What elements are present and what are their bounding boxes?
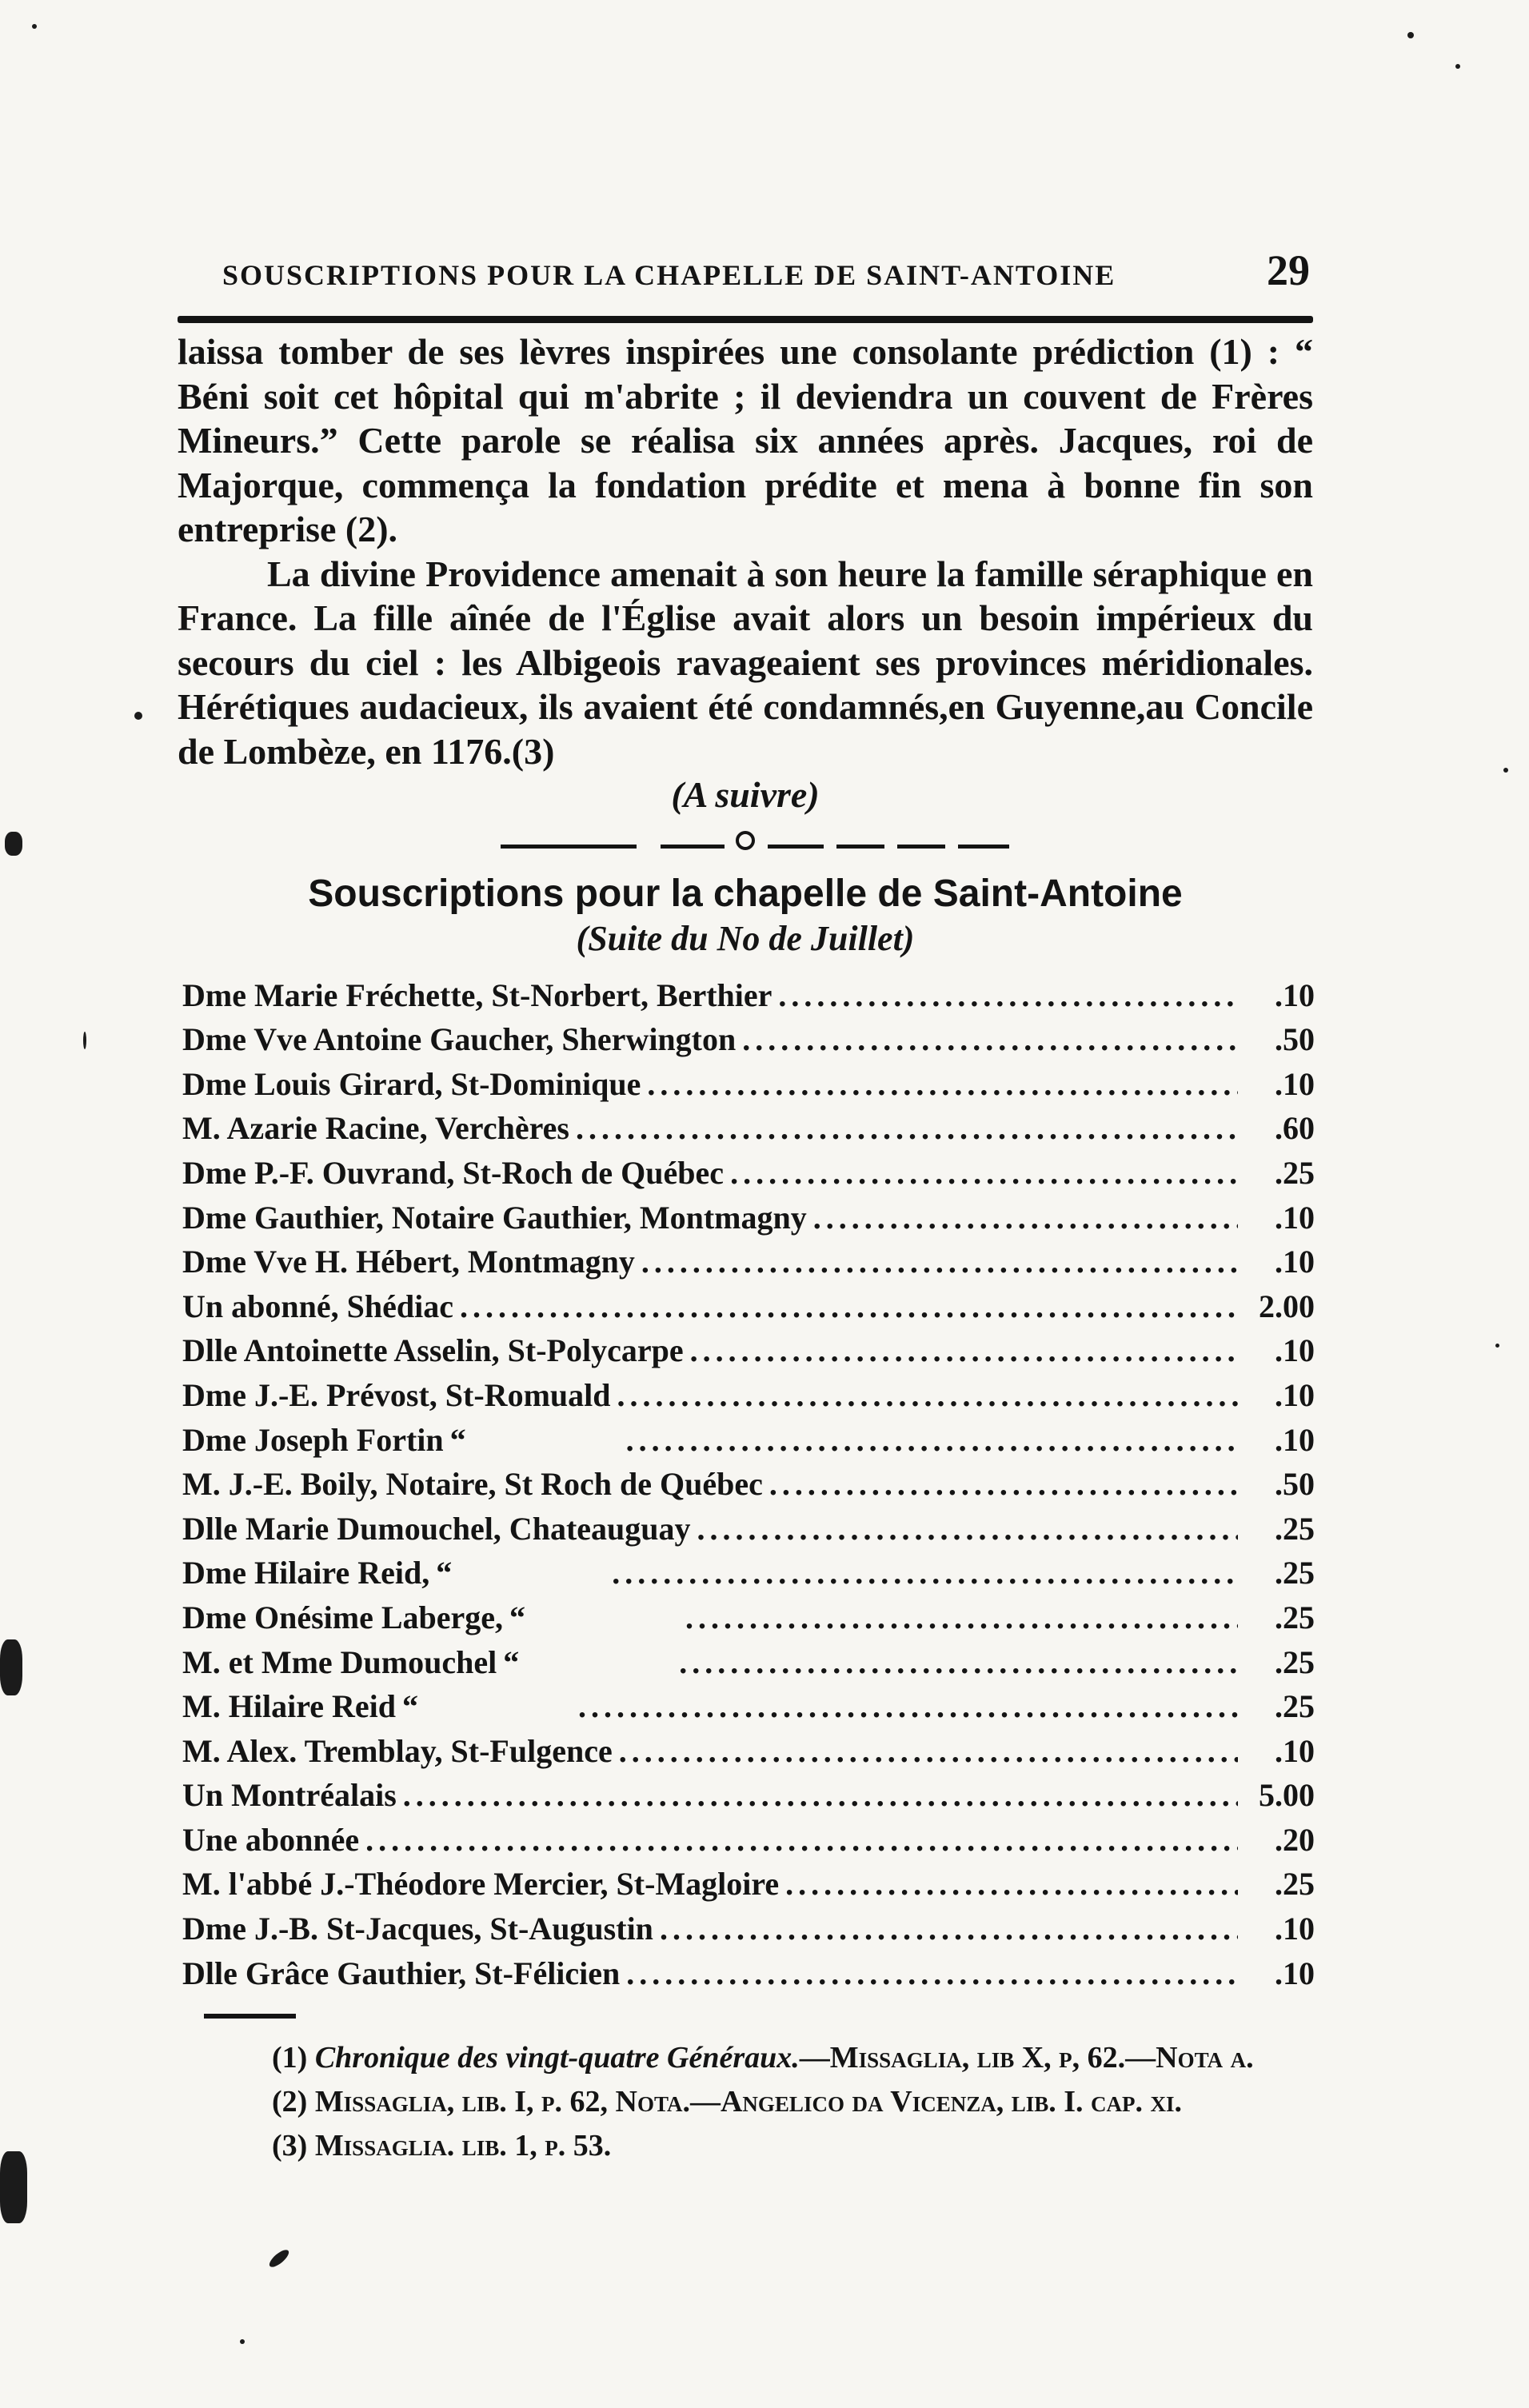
footnote-2 — [178, 2080, 1313, 2124]
subscriber-name: M. J.-E. Boily, Notaire, St Roch de Québec — [182, 1466, 763, 1503]
dot-leader — [617, 1376, 1239, 1414]
section-title: Souscriptions pour la chapelle de Saint-Antoine — [308, 873, 1183, 915]
subscription-row — [182, 1459, 1318, 1504]
running-head-rule — [178, 316, 1313, 323]
body-paragraph: La divine Providence amenait à son heure la famille séraphique en France. La fille aînée de l'Église avait alors un besoin impérieux du secours du ciel : les Albigeois ravageaient ses provinces méridionales. Hérétiques audacieux, ils avaient été condamnés,en Guyenne,au Concile de Lombèze, en 1176.(3) — [178, 553, 1313, 772]
subscription-amount: .10 — [1275, 1911, 1315, 1947]
subscription-row — [182, 1903, 1318, 1947]
subscription-amount: .10 — [1275, 1376, 1315, 1413]
dot-leader — [647, 1065, 1238, 1103]
subscription-amount: .10 — [1275, 1955, 1315, 1991]
subscription-row — [182, 1414, 1318, 1459]
subscription-row — [182, 1725, 1318, 1770]
dot-leader — [690, 1332, 1238, 1369]
subscription-row — [182, 1147, 1318, 1192]
subscription-amount: .10 — [1275, 1421, 1315, 1458]
subscriber-name: Dme Onésime Laberge, — [182, 1599, 504, 1635]
subscription-amount: .10 — [1275, 976, 1315, 1013]
subscription-row — [182, 1636, 1318, 1681]
scan-speck — [32, 24, 37, 29]
footnote-rule — [204, 2014, 296, 2019]
dot-leader — [641, 1243, 1238, 1280]
subscription-row — [182, 1014, 1318, 1059]
scan-speck — [1495, 1344, 1499, 1348]
subscriber-name: Dme Marie Fréchette, St-Norbert, Berthier — [182, 976, 772, 1013]
ditto-mark: “ — [509, 1599, 526, 1635]
running-head-title: SOUSCRIPTIONS POUR LA CHAPELLE DE SAINT-ANTOINE — [222, 259, 1116, 291]
subscriber-name: Dme Hilaire Reid, — [182, 1555, 430, 1591]
dot-leader — [742, 1020, 1238, 1058]
section-ornament-divider — [501, 830, 1009, 862]
footnote-3-mark: (3) — [272, 2129, 308, 2162]
subscriber-name: Un Montréalais — [182, 1777, 397, 1814]
dot-leader — [769, 1465, 1238, 1503]
dot-leader — [365, 1821, 1238, 1859]
ditto-mark: “ — [402, 1688, 418, 1725]
section-subtitle: (Suite du No de Juillet) — [576, 919, 915, 958]
subscription-row — [182, 1591, 1318, 1636]
subscription-amount: 2.00 — [1259, 1288, 1315, 1324]
subscriber-name: Dlle Grâce Gauthier, St-Félicien — [182, 1955, 621, 1991]
subscription-amount: .10 — [1275, 1199, 1315, 1236]
footnote-1 — [178, 2036, 1313, 2080]
subscription-row — [182, 1947, 1318, 1992]
subscription-amount: .50 — [1275, 1466, 1315, 1503]
subscription-row — [182, 1681, 1318, 1726]
subscription-amount: .10 — [1275, 1065, 1315, 1102]
subscriber-name: M. Alex. Tremblay, St-Fulgence — [182, 1732, 613, 1769]
subscriber-name: Un abonné, Shédiac — [182, 1288, 453, 1324]
subscriber-name: M. Hilaire Reid — [182, 1688, 396, 1725]
subscriber-name: Dme Joseph Fortin — [182, 1421, 444, 1458]
dot-leader — [778, 976, 1238, 1014]
subscriber-name: Dme J.-E. Prévost, St-Romuald — [182, 1376, 611, 1413]
scan-speck — [1503, 768, 1508, 773]
subscriber-name: Dlle Antoinette Asselin, St-Polycarpe — [182, 1332, 684, 1369]
footnotes — [178, 2036, 1313, 2168]
body-text — [178, 329, 1313, 773]
dot-leader — [460, 1288, 1238, 1325]
dot-leader — [730, 1154, 1238, 1192]
dot-leader — [685, 1599, 1238, 1636]
subscription-amount: .25 — [1275, 1154, 1315, 1191]
subscription-row — [182, 1369, 1318, 1414]
subscriber-name: Dme Gauthier, Notaire Gauthier, Montmagny — [182, 1199, 807, 1236]
footnote-2-mark: (2) — [272, 2085, 308, 2118]
footnote-1-ref: —Missaglia, lib X, p, 62.—Nota a. — [799, 2041, 1254, 2075]
subscription-row — [182, 1859, 1318, 1903]
footnote-3-text: Missaglia. lib. 1, p. 53. — [314, 2129, 612, 2162]
subscription-row — [182, 1103, 1318, 1148]
subscription-amount: 5.00 — [1259, 1777, 1315, 1814]
subscription-amount: .25 — [1275, 1510, 1315, 1547]
subscription-amount: .25 — [1275, 1599, 1315, 1635]
subscription-amount: .10 — [1275, 1244, 1315, 1280]
dot-leader — [785, 1865, 1238, 1903]
footnote-1-title: Chronique des vingt-quatre Généraux. — [314, 2041, 800, 2075]
subscription-row — [182, 1770, 1318, 1815]
subscription-row — [182, 1325, 1318, 1370]
subscription-row — [182, 1547, 1318, 1592]
scan-speck — [0, 2151, 27, 2223]
subscription-amount: .10 — [1275, 1332, 1315, 1369]
scan-speck — [1455, 64, 1460, 69]
dot-leader — [626, 1955, 1238, 1992]
subscription-amount: .25 — [1275, 1555, 1315, 1591]
scan-speck — [1407, 32, 1414, 38]
subscription-row — [182, 969, 1318, 1014]
dot-leader — [660, 1910, 1238, 1947]
footnote-3 — [178, 2124, 1313, 2168]
dot-leader — [576, 1109, 1238, 1147]
subscription-amount: .50 — [1275, 1021, 1315, 1058]
subscriber-name: Dlle Marie Dumouchel, Chateauguay — [182, 1510, 691, 1547]
dot-leader — [679, 1643, 1238, 1681]
subscriber-name: Dme Louis Girard, St-Dominique — [182, 1065, 641, 1102]
subscription-amount: .60 — [1275, 1110, 1315, 1147]
subscription-amount: .25 — [1275, 1643, 1315, 1680]
subscription-amount: .20 — [1275, 1821, 1315, 1858]
dot-leader — [813, 1199, 1238, 1236]
footnote-1-mark: (1) — [272, 2041, 308, 2075]
page-number: 29 — [1267, 246, 1310, 294]
scan-speck — [240, 2339, 245, 2344]
subscription-row — [182, 1503, 1318, 1547]
subscriber-name: Une abonnée — [182, 1821, 360, 1858]
subscriber-name: Dme J.-B. St-Jacques, St-Augustin — [182, 1911, 653, 1947]
scan-speck — [0, 1639, 22, 1695]
scan-speck — [83, 1032, 86, 1049]
dot-leader — [697, 1510, 1238, 1547]
subscription-row — [182, 1192, 1318, 1236]
a-suivre-note: (A suivre) — [671, 774, 820, 815]
footnote-2-text: Missaglia, lib. I, p. 62, Nota.—Angelico da Vicenza, lib. I. cap. xi. — [314, 2085, 1183, 2118]
dot-leader — [626, 1421, 1238, 1459]
subscription-amount: .25 — [1275, 1866, 1315, 1903]
scan-speck — [267, 2247, 292, 2270]
subscriber-name: M. et Mme Dumouchel — [182, 1643, 497, 1680]
dot-leader — [619, 1732, 1238, 1770]
ditto-mark: “ — [503, 1643, 520, 1680]
subscription-amount: .25 — [1275, 1688, 1315, 1725]
subscriber-name: Dme Vve Antoine Gaucher, Sherwington — [182, 1021, 737, 1058]
subscription-amount: .10 — [1275, 1732, 1315, 1769]
subscription-list — [182, 969, 1318, 1992]
dot-leader — [578, 1687, 1238, 1725]
scan-speck — [134, 712, 142, 720]
ditto-mark: “ — [449, 1421, 466, 1458]
scan-speck — [5, 832, 22, 856]
dot-leader — [403, 1776, 1238, 1814]
running-head — [178, 244, 1313, 300]
ditto-mark: “ — [436, 1555, 453, 1591]
subscriber-name: Dme P.-F. Ouvrand, St-Roch de Québec — [182, 1154, 725, 1191]
subscription-row — [182, 1280, 1318, 1325]
subscription-row — [182, 1236, 1318, 1281]
dot-leader — [612, 1554, 1238, 1591]
subscription-row — [182, 1058, 1318, 1103]
subscription-row — [182, 1814, 1318, 1859]
body-paragraph: laissa tomber de ses lèvres inspirées une consolante prédiction (1) : “ Béni soit cet hôpital qui m'abrite ; il deviendra un couvent de Frères Mineurs.” Cette parole se réalisa six années après. Jacques, roi de Majorque, commença la fondation prédite et mena à bonne fin son entreprise (2). — [178, 331, 1313, 549]
subscriber-name: M. Azarie Racine, Verchères — [182, 1110, 569, 1147]
subscriber-name: M. l'abbé J.-Théodore Mercier, St-Magloire — [182, 1866, 780, 1903]
subscriber-name: Dme Vve H. Hébert, Montmagny — [182, 1244, 635, 1280]
